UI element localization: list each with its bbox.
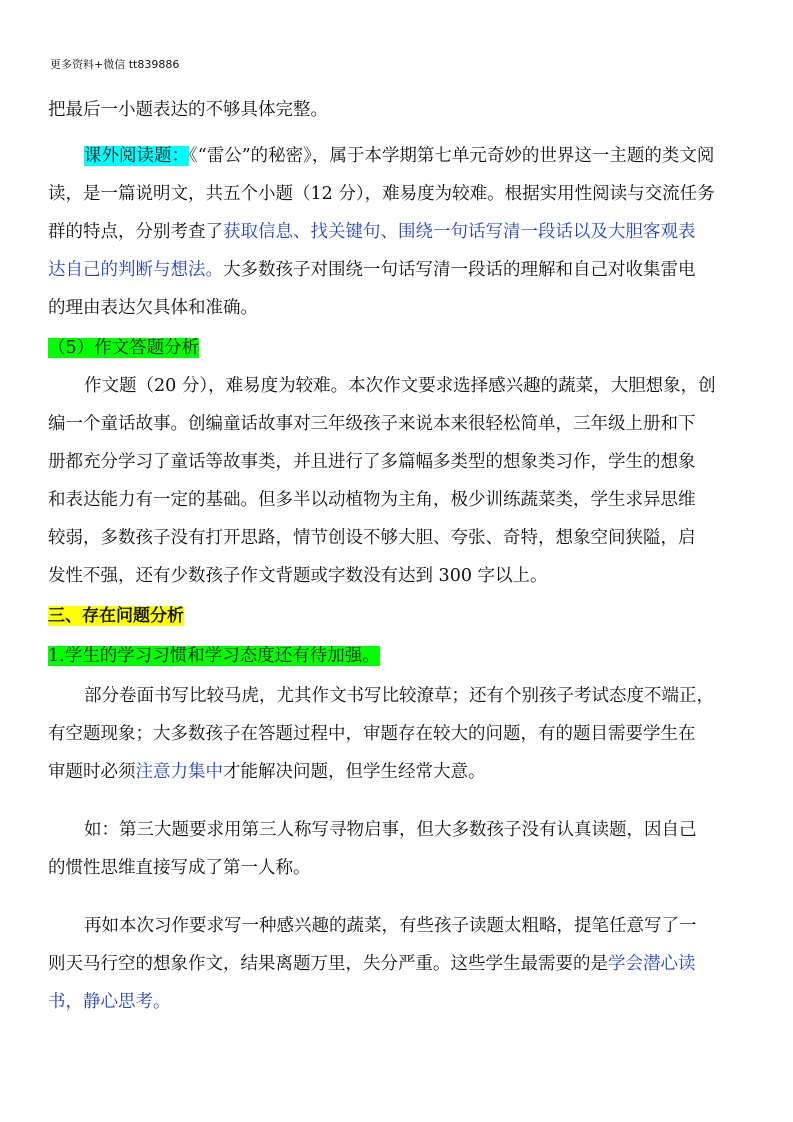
section-heading [48, 604, 184, 628]
text-line: 部分卷面书写比较马虎，尤其作文书写比较潦草；还有个别孩子考试态度不端正， [84, 686, 714, 706]
text-line [48, 220, 696, 244]
highlighted-text: 学会潜心读 [608, 954, 696, 974]
text-line: 作文题（20 分），难易度为较难。本次作文要求选择感兴趣的蔬菜，大胆想象，创 [84, 376, 716, 396]
heading-text: 1.学生的学习习惯和学习态度还有待加强。 [48, 646, 380, 666]
text-line [48, 258, 696, 282]
text-line: 有空题现象；大多数孩子在答题过程中，审题存在较大的问题，有的题目需要学生在 [48, 724, 696, 744]
section-heading [48, 336, 199, 360]
text-line: 的惯性思维直接写成了第一人称。 [48, 858, 311, 878]
text-line [48, 990, 171, 1014]
text-line: 再如本次习作要求写一种感兴趣的蔬菜，有些孩子读题太粗略，提笔任意写了一 [84, 916, 697, 936]
text-line: 较弱，多数孩子没有打开思路，情节创设不够大胆、夸张、奇特，想象空间狭隘，启 [48, 528, 696, 548]
highlighted-text: 达自己的判断与想法。 [48, 260, 223, 280]
text-line [48, 952, 696, 976]
text-span: 群的特点，分别考查了 [48, 222, 223, 242]
text-line: 和表达能力有一定的基础。但多半以动植物为主角，极少训练蔬菜类，学生求异思维 [48, 490, 696, 510]
extracurricular-reading-label: 课外阅读题： [84, 146, 189, 166]
text-line: 把最后一小题表达的不够具体完整。 [48, 100, 328, 120]
text-line: 如：第三大题要求用第三人称写寻物启事，但大多数孩子没有认真读题，因自己 [84, 820, 697, 840]
text-line: 册都充分学习了童话等故事类，并且进行了多篇幅多类型的想象类习作，学生的想象 [48, 452, 696, 472]
text-line [48, 760, 486, 784]
text-span: 则天马行空的想象作文，结果离题万里，失分严重。这些学生最需要的是 [48, 954, 608, 974]
heading-text: 三、存在问题分析 [48, 606, 184, 626]
text-span: 才能解决问题，但学生经常大意。 [223, 762, 486, 782]
text-span: 《“雷公”的秘密》，属于本学期第七单元奇妙的世界这一主题的类文阅 [189, 146, 715, 166]
text-span: 大多数孩子对围绕一句话写清一段话的理解和自己对收集雷电 [223, 260, 696, 280]
text-line [84, 144, 714, 168]
text-line: 读，是一篇说明文，共五个小题（12 分），难易度为较难。根据实用性阅读与交流任务 [48, 184, 715, 204]
page-header-note: 更多资料+微信 tt839886 [50, 58, 180, 71]
text-line: 发性不强，还有少数孩子作文背题或字数没有达到 300 字以上。 [48, 566, 548, 586]
heading-text: （5）作文答题分析 [48, 338, 200, 358]
text-line: 的理由表达欠具体和准确。 [48, 298, 258, 318]
subsection-heading [48, 644, 380, 668]
text-span: 审题时必须 [48, 762, 136, 782]
highlighted-text: 书，静心思考。 [48, 992, 171, 1012]
highlighted-text: 获取信息、找关键句、围绕一句话写清一段话以及大胆客观表 [223, 222, 696, 242]
highlighted-text: 注意力集中 [135, 762, 223, 782]
text-line: 编一个童话故事。创编童话故事对三年级孩子来说本来很轻松简单，三年级上册和下 [48, 414, 696, 434]
